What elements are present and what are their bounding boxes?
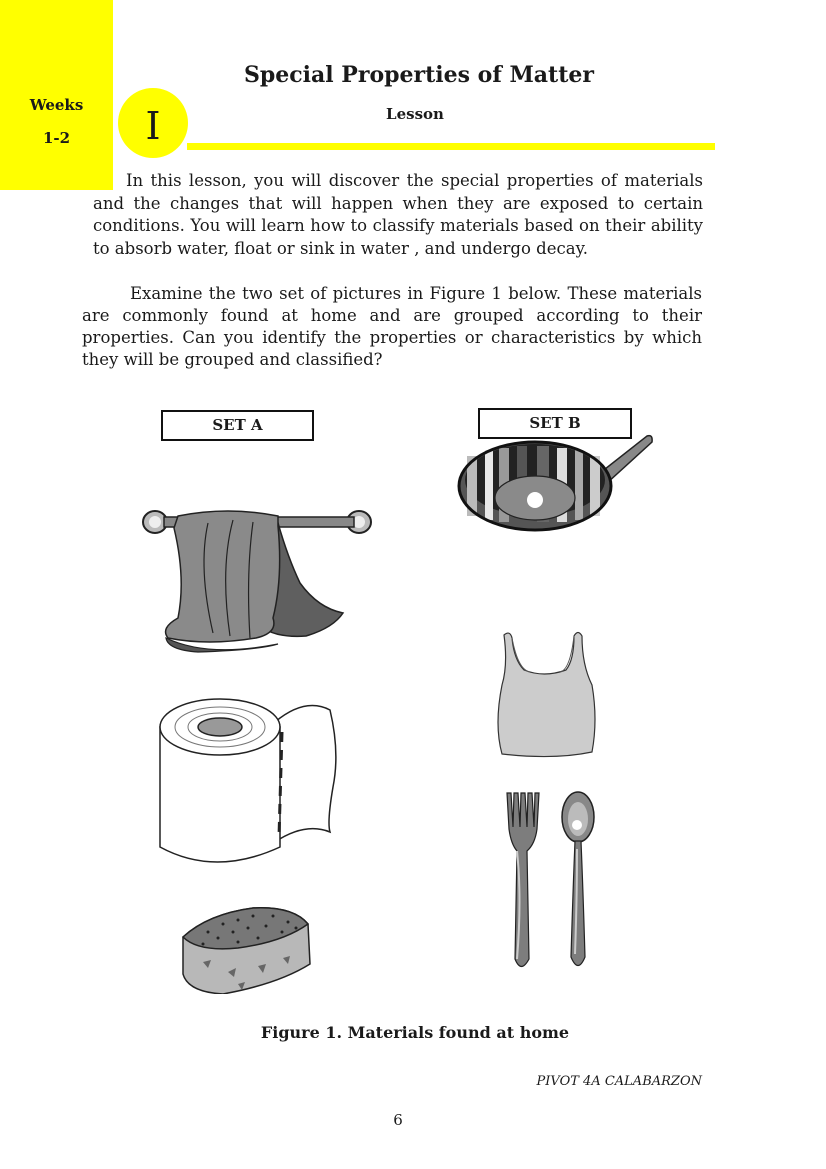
- instruction-paragraph: Examine the two set of pictures in Figure 1 below. These materials are commonly found at home and are grouped according to their properties. Can you identify the properties or characteristics by which they will be grouped and classified?: [82, 284, 702, 369]
- weeks-label: Weeks: [29, 96, 84, 114]
- intro-paragraph: In this lesson, you will discover the special properties of materials and the changes that will happen when they are exposed to certain conditions. You will learn how to classify materials based on their ability to absorb water, float or sink in water , and undergo decay.: [93, 171, 703, 258]
- lesson-label: Lesson: [386, 105, 444, 123]
- lesson-divider-bar: [187, 143, 715, 150]
- weeks-side-tab: [0, 0, 113, 190]
- set-b-label: SET B: [478, 408, 632, 439]
- figure-caption: Figure 1. Materials found at home: [260, 1023, 570, 1042]
- fork-and-spoon-icon: [503, 789, 603, 974]
- towel-icon: [138, 498, 378, 658]
- footer-source: PIVOT 4A CALABARZON: [536, 1074, 702, 1089]
- sponge-icon: [178, 902, 313, 994]
- set-a-label: SET A: [161, 410, 314, 441]
- weeks-value: 1-2: [42, 129, 71, 147]
- frying-pan-icon: [455, 428, 655, 538]
- page-number: 6: [393, 1111, 403, 1129]
- lesson-letter: I: [145, 104, 161, 148]
- paper-towel-roll-icon: [155, 692, 345, 872]
- page-title: Special Properties of Matter: [244, 62, 594, 88]
- plastic-bag-icon: [494, 630, 599, 760]
